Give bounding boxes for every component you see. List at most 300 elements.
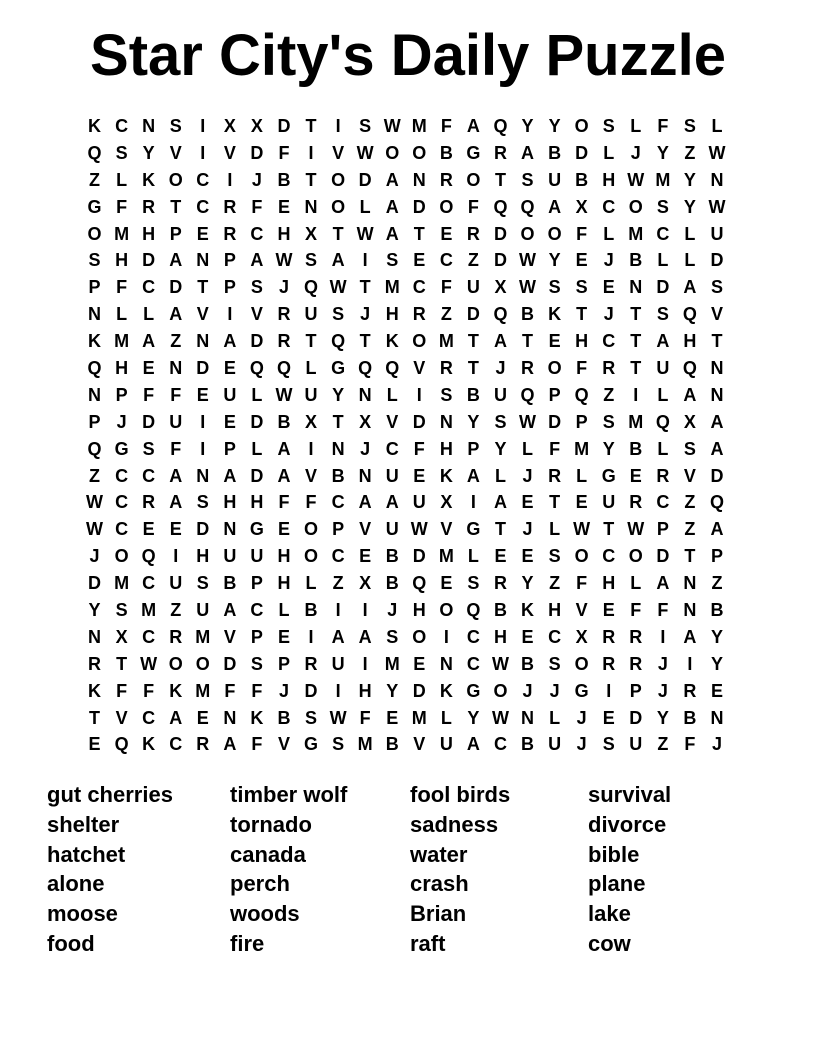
grid-letter: O	[574, 653, 589, 674]
grid-letter: U	[656, 357, 670, 378]
grid-letter: F	[576, 357, 588, 378]
grid-letter: A	[466, 465, 480, 486]
grid-letter: U	[223, 546, 237, 567]
grid-letter: V	[223, 626, 236, 647]
grid-letter: A	[656, 331, 670, 352]
grid-letter: D	[277, 115, 291, 136]
grid-letter: D	[250, 411, 264, 432]
grid-letter: M	[628, 223, 644, 244]
grid-letter: U	[169, 411, 183, 432]
grid-letter: U	[412, 492, 426, 513]
grid-letter: F	[278, 142, 290, 163]
grid-letter: H	[115, 250, 129, 271]
grid-letter: D	[629, 707, 643, 728]
grid-letter: P	[223, 250, 236, 271]
grid-letter: L	[657, 250, 669, 271]
grid-letter: T	[576, 304, 588, 325]
grid-letter: R	[521, 357, 535, 378]
grid-letter: V	[359, 519, 372, 540]
grid-letter: E	[277, 196, 290, 217]
grid-letter: N	[358, 465, 372, 486]
grid-letter: L	[684, 223, 696, 244]
grid-letter: C	[656, 492, 670, 513]
grid-letter: L	[711, 115, 723, 136]
grid-letter: Y	[683, 169, 696, 190]
grid-letter: B	[521, 734, 535, 755]
grid-letter: Z	[657, 734, 669, 755]
grid-letter: R	[277, 304, 291, 325]
grid-letter: W	[519, 411, 537, 432]
grid-letter: M	[411, 707, 427, 728]
grid-letter: Q	[574, 384, 589, 405]
grid-letter: T	[332, 411, 344, 432]
grid-letter: U	[331, 653, 345, 674]
grid-letter: A	[331, 250, 345, 271]
grid-letter: V	[305, 465, 318, 486]
grid-letter: E	[196, 707, 209, 728]
grid-letter: J	[549, 680, 560, 701]
grid-letter: P	[223, 277, 236, 298]
grid-letter: N	[710, 357, 724, 378]
grid-letter: C	[142, 277, 156, 298]
grid-letter: L	[657, 438, 669, 459]
grid-letter: T	[170, 196, 182, 217]
grid-letter: E	[440, 223, 453, 244]
grid-letter: J	[630, 142, 641, 163]
grid-letter: I	[416, 384, 422, 405]
grid-letter: B	[277, 707, 291, 728]
grid-letter: S	[196, 573, 209, 594]
grid-letter: S	[602, 411, 615, 432]
grid-letter: N	[169, 357, 183, 378]
grid-letter: L	[630, 573, 642, 594]
grid-letter: O	[304, 546, 319, 567]
grid-letter: O	[628, 196, 643, 217]
grid-letter: J	[522, 465, 533, 486]
grid-letter: D	[412, 546, 426, 567]
grid-letter: L	[549, 519, 561, 540]
grid-letter: K	[439, 680, 453, 701]
grid-letter: H	[412, 599, 426, 620]
grid-letter: C	[250, 223, 264, 244]
grid-letter: X	[359, 573, 372, 594]
grid-letter: K	[88, 680, 102, 701]
grid-letter: J	[657, 653, 668, 674]
grid-letter: N	[412, 169, 426, 190]
grid-letter: P	[88, 411, 101, 432]
grid-letter: E	[440, 573, 453, 594]
grid-letter: A	[223, 599, 237, 620]
grid-letter: Q	[493, 115, 508, 136]
grid-letter: E	[602, 277, 615, 298]
grid-letter: O	[628, 546, 643, 567]
grid-letter: F	[143, 384, 155, 405]
grid-letter: Z	[170, 599, 182, 620]
grid-letter: C	[548, 626, 562, 647]
grid-letter: F	[684, 734, 696, 755]
grid-letter: V	[332, 142, 345, 163]
grid-letter: S	[142, 438, 155, 459]
grid-letter: F	[251, 680, 263, 701]
grid-letter: R	[683, 680, 697, 701]
grid-letter: T	[359, 277, 371, 298]
grid-letter: D	[88, 573, 102, 594]
grid-letter: T	[413, 223, 425, 244]
word-list-column	[410, 780, 510, 959]
grid-letter: O	[439, 599, 454, 620]
grid-letter: G	[304, 734, 319, 755]
grid-letter: A	[493, 492, 507, 513]
grid-letter: B	[548, 142, 562, 163]
grid-letter: R	[629, 626, 643, 647]
grid-letter: H	[602, 169, 616, 190]
grid-letter: Q	[358, 357, 373, 378]
grid-letter: M	[628, 411, 644, 432]
grid-letter: Y	[494, 438, 507, 459]
grid-letter: U	[304, 304, 318, 325]
grid-letter: N	[331, 438, 345, 459]
grid-letter: S	[196, 492, 209, 513]
grid-letter: T	[467, 357, 479, 378]
grid-letter: Q	[87, 438, 102, 459]
grid-letter: B	[304, 599, 318, 620]
grid-letter: F	[657, 599, 669, 620]
word-list-column	[47, 780, 173, 959]
grid-letter: N	[521, 707, 535, 728]
grid-letter: U	[304, 384, 318, 405]
grid-letter: T	[522, 331, 534, 352]
grid-letter: A	[223, 331, 237, 352]
grid-letter: G	[466, 519, 481, 540]
grid-letter: D	[223, 653, 237, 674]
grid-letter: U	[548, 734, 562, 755]
word-list-item: timber wolf	[230, 782, 348, 807]
grid-letter: B	[466, 384, 480, 405]
grid-letter: W	[140, 653, 158, 674]
grid-letter: P	[656, 519, 669, 540]
grid-letter: H	[602, 573, 616, 594]
grid-letter: A	[385, 223, 399, 244]
grid-letter: J	[522, 519, 533, 540]
grid-letter: E	[413, 250, 426, 271]
grid-letter: R	[548, 465, 562, 486]
grid-letter: E	[196, 384, 209, 405]
grid-letter: F	[278, 492, 290, 513]
grid-letter: F	[143, 680, 155, 701]
grid-letter: I	[335, 680, 341, 701]
grid-letter: V	[413, 734, 426, 755]
grid-letter: F	[576, 223, 588, 244]
grid-letter: R	[629, 653, 643, 674]
grid-letter: U	[169, 573, 183, 594]
grid-letter: N	[223, 707, 237, 728]
grid-letter: U	[466, 277, 480, 298]
grid-letter: Q	[412, 573, 427, 594]
grid-letter: O	[412, 142, 427, 163]
grid-letter: X	[494, 277, 507, 298]
grid-letter: F	[440, 277, 452, 298]
grid-letter: K	[250, 707, 264, 728]
grid-letter: C	[466, 653, 480, 674]
grid-letter: D	[656, 277, 670, 298]
grid-letter: M	[574, 438, 590, 459]
grid-letter: Q	[87, 357, 102, 378]
grid-letter: C	[115, 492, 129, 513]
word-list-item: alone	[47, 871, 105, 897]
grid-letter: H	[575, 331, 589, 352]
grid-letter: S	[602, 734, 615, 755]
grid-letter: Y	[467, 411, 480, 432]
grid-letter: E	[602, 599, 615, 620]
grid-letter: D	[710, 250, 724, 271]
grid-letter: O	[87, 223, 102, 244]
grid-letter: T	[630, 304, 642, 325]
grid-letter: Y	[656, 142, 669, 163]
grid-letter: W	[410, 519, 428, 540]
grid-letter: B	[439, 142, 453, 163]
grid-letter: T	[332, 223, 344, 244]
word-list-item: cow	[588, 930, 631, 956]
grid-letter: L	[440, 707, 452, 728]
grid-letter: S	[494, 411, 507, 432]
grid-letter: B	[521, 653, 535, 674]
grid-letter: O	[195, 653, 210, 674]
grid-letter: C	[602, 196, 616, 217]
grid-letter: C	[142, 626, 156, 647]
grid-letter: J	[495, 357, 506, 378]
grid-letter: J	[711, 734, 722, 755]
grid-letter: P	[575, 411, 588, 432]
grid-letter: W	[275, 250, 293, 271]
grid-letter: H	[385, 304, 399, 325]
grid-letter: L	[251, 438, 263, 459]
grid-letter: H	[196, 546, 210, 567]
grid-letter: T	[305, 169, 317, 190]
grid-letter: L	[386, 384, 398, 405]
grid-letter: B	[385, 573, 399, 594]
grid-letter: D	[142, 411, 156, 432]
grid-letter: I	[227, 304, 233, 325]
grid-letter: Q	[709, 492, 724, 513]
grid-letter: L	[657, 384, 669, 405]
grid-letter: N	[142, 115, 156, 136]
grid-letter: N	[304, 196, 318, 217]
grid-letter: A	[169, 304, 183, 325]
grid-letter: T	[305, 115, 317, 136]
grid-letter: C	[250, 599, 264, 620]
grid-letter: H	[277, 573, 291, 594]
grid-letter: F	[467, 196, 479, 217]
grid-letter: Q	[682, 357, 697, 378]
grid-letter: O	[168, 169, 183, 190]
grid-letter: F	[359, 707, 371, 728]
grid-letter: C	[115, 519, 129, 540]
grid-letter: A	[223, 465, 237, 486]
word-list-item: fire	[230, 930, 265, 956]
grid-letter: S	[467, 573, 480, 594]
grid-letter: Q	[520, 196, 535, 217]
grid-letter: E	[521, 492, 534, 513]
grid-letter: O	[520, 223, 535, 244]
grid-letter: H	[223, 492, 237, 513]
grid-letter: E	[548, 331, 561, 352]
grid-letter: M	[195, 626, 211, 647]
grid-letter: A	[683, 277, 697, 298]
grid-letter: C	[331, 492, 345, 513]
grid-letter: K	[142, 169, 156, 190]
grid-letter: A	[250, 250, 264, 271]
grid-letter: W	[491, 653, 509, 674]
grid-letter: O	[574, 546, 589, 567]
grid-letter: T	[494, 519, 506, 540]
grid-letter: E	[521, 546, 534, 567]
grid-letter: Y	[467, 707, 480, 728]
grid-letter: V	[683, 465, 696, 486]
grid-letter: Y	[142, 142, 155, 163]
grid-letter: X	[575, 626, 588, 647]
grid-letter: I	[335, 599, 341, 620]
grid-letter: A	[385, 196, 399, 217]
grid-letter: S	[332, 304, 345, 325]
grid-letter: V	[575, 599, 588, 620]
grid-letter: G	[87, 196, 102, 217]
grid-letter: C	[142, 573, 156, 594]
grid-letter: N	[710, 169, 724, 190]
grid-letter: O	[547, 223, 562, 244]
grid-letter: V	[440, 519, 453, 540]
word-list-item: raft	[410, 930, 446, 956]
grid-letter: W	[708, 142, 726, 163]
grid-letter: D	[196, 519, 210, 540]
grid-letter: R	[493, 142, 507, 163]
grid-letter: E	[196, 223, 209, 244]
grid-letter: M	[438, 546, 454, 567]
grid-letter: J	[576, 707, 587, 728]
grid-letter: X	[683, 411, 696, 432]
grid-letter: D	[196, 357, 210, 378]
grid-letter: R	[277, 331, 291, 352]
grid-letter: W	[329, 707, 347, 728]
grid-letter: J	[603, 304, 614, 325]
grid-letter: O	[412, 626, 427, 647]
grid-letter: W	[491, 707, 509, 728]
grid-letter: D	[250, 331, 264, 352]
grid-letter: O	[547, 357, 562, 378]
grid-letter: W	[383, 115, 401, 136]
grid-letter: D	[412, 411, 426, 432]
grid-letter: S	[386, 250, 399, 271]
grid-letter: Q	[655, 411, 670, 432]
grid-letter: Y	[332, 384, 345, 405]
grid-letter: I	[308, 626, 314, 647]
grid-letter: B	[277, 411, 291, 432]
word-list-item: perch	[230, 871, 290, 897]
grid-letter: A	[710, 438, 724, 459]
grid-letter: B	[575, 169, 589, 190]
grid-letter: B	[277, 169, 291, 190]
grid-letter: R	[169, 626, 183, 647]
grid-letter: I	[308, 438, 314, 459]
grid-letter: Q	[493, 304, 508, 325]
grid-letter: Y	[88, 599, 101, 620]
grid-letter: N	[439, 411, 453, 432]
grid-letter: E	[710, 680, 723, 701]
grid-letter: Y	[710, 626, 723, 647]
grid-letter: F	[251, 734, 263, 755]
grid-letter: P	[250, 626, 263, 647]
grid-letter: N	[223, 519, 237, 540]
grid-letter: C	[439, 250, 453, 271]
grid-letter: D	[493, 250, 507, 271]
grid-letter: I	[362, 250, 368, 271]
grid-letter: E	[169, 519, 182, 540]
grid-letter: Y	[683, 196, 696, 217]
grid-letter: I	[200, 411, 206, 432]
word-list-item: bible	[588, 841, 640, 867]
grid-letter: V	[169, 142, 182, 163]
grid-letter: L	[143, 304, 155, 325]
grid-letter: V	[223, 142, 236, 163]
word-list-item: crash	[410, 871, 469, 897]
grid-letter: R	[142, 492, 156, 513]
grid-letter: E	[223, 357, 236, 378]
grid-letter: A	[277, 438, 291, 459]
grid-letter: N	[629, 277, 643, 298]
grid-letter: S	[88, 250, 101, 271]
grid-letter: T	[89, 707, 101, 728]
grid-letter: W	[329, 277, 347, 298]
grid-letter: Y	[548, 115, 561, 136]
grid-letter: N	[88, 304, 102, 325]
grid-letter: C	[196, 169, 210, 190]
grid-letter: S	[548, 546, 561, 567]
grid-letter: L	[549, 707, 561, 728]
grid-letter: H	[142, 223, 156, 244]
grid-letter: S	[440, 384, 453, 405]
grid-letter: C	[602, 546, 616, 567]
grid-letter: V	[710, 304, 723, 325]
grid-letter: M	[384, 653, 400, 674]
grid-letter: U	[385, 519, 399, 540]
grid-letter: G	[331, 357, 346, 378]
grid-letter: W	[86, 519, 104, 540]
grid-letter: Z	[89, 169, 101, 190]
grid-letter: Q	[87, 142, 102, 163]
grid-letter: W	[627, 519, 645, 540]
grid-letter: Q	[493, 196, 508, 217]
grid-letter: C	[412, 277, 426, 298]
grid-letter: H	[277, 223, 291, 244]
grid-letter: P	[88, 277, 101, 298]
grid-letter: F	[630, 599, 642, 620]
grid-letter: D	[493, 223, 507, 244]
grid-letter: Q	[466, 599, 481, 620]
grid-letter: F	[440, 115, 452, 136]
grid-letter: M	[411, 115, 427, 136]
grid-letter: W	[86, 492, 104, 513]
grid-letter: L	[630, 115, 642, 136]
grid-letter: T	[630, 357, 642, 378]
grid-letter: Q	[520, 384, 535, 405]
grid-letter: R	[439, 169, 453, 190]
grid-letter: W	[275, 384, 293, 405]
grid-letter: A	[493, 331, 507, 352]
grid-letter: I	[200, 115, 206, 136]
grid-letter: B	[521, 304, 535, 325]
grid-letter: R	[196, 734, 210, 755]
grid-letter: L	[494, 465, 506, 486]
grid-letter: I	[173, 546, 179, 567]
